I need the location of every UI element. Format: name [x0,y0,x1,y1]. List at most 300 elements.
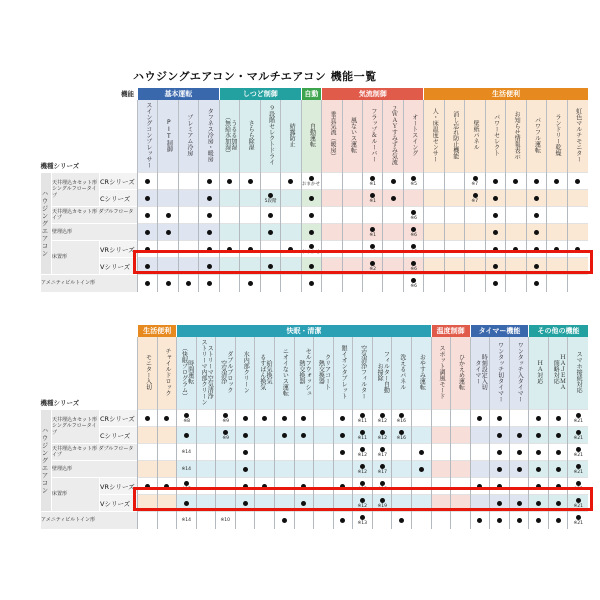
feature-cell-empty [431,427,451,444]
feature-dot [497,450,502,455]
feature-dot [536,450,541,455]
feature-cell-empty [444,275,464,292]
footnote-marker: ※10 [220,517,231,523]
feature-dot [145,213,150,218]
feature-dot [517,518,522,523]
feature-cell-empty [196,427,216,444]
model-row [41,444,588,461]
footnote-marker: ※21 [573,502,583,509]
feature-dot [340,433,345,438]
feature-dot [380,498,385,503]
feature-cell-supported [470,512,490,529]
footnote-marker: ※13 [357,520,368,526]
feature-cell-empty [274,461,294,478]
feature-cell-supported [363,190,383,207]
feature-column-header: ９段階セレクトドライ [260,100,280,173]
feature-cell-empty [465,207,485,224]
feature-cell-supported [529,478,549,495]
feature-cell-supported [353,410,373,427]
feature-column-header: ニオイないス運転 [274,337,294,410]
feature-cell-supported [274,512,294,529]
feature-cell-supported [301,275,321,292]
feature-dot [164,484,169,489]
feature-cell-empty [260,241,280,258]
feature-dot [517,433,522,438]
model-type-label: 壁埋込形 [52,224,138,241]
feature-cell-empty [322,224,342,241]
footnote-marker: ※1 [369,231,377,238]
group-header-2: 快眠・清潔 [177,325,431,337]
feature-cell-supported [509,461,529,478]
feature-dot [380,481,385,486]
feature-cell-empty [431,478,451,495]
feature-cell-empty [240,207,260,224]
footnote-marker: ※12 [357,451,368,458]
feature-cell-empty [465,224,485,241]
feature-cell-supported [333,512,353,529]
feature-cell-supported [490,512,510,529]
feature-cell-supported [567,241,587,258]
feature-dot [576,498,581,503]
feature-cell-supported [177,495,197,512]
feature-cell-empty [216,478,236,495]
footnote-marker: ※5 [410,180,417,187]
feature-column-header: ＨＡ対応 [529,337,549,410]
feature-cell-supported [506,241,526,258]
feature-dot [419,467,424,472]
feature-cell-supported [219,241,239,258]
feature-dot [243,501,248,506]
feature-cell-supported [199,241,219,258]
model-row [41,207,588,224]
feature-column-header: 時間運転 （快眠プログラム） [177,337,197,410]
feature-cell-empty [219,275,239,292]
feature-cell-empty [314,427,334,444]
feature-cell-supported [372,427,392,444]
feature-dot [576,464,581,469]
feature-cell-supported [274,427,294,444]
feature-dot [477,416,482,421]
feature-cell-supported [526,207,546,224]
feature-table-2 [40,325,588,529]
feature-cell-empty [138,512,158,529]
model-type-label: 天井埋込カセット形 ダブルフロータイプ [52,207,138,224]
feature-cell-empty [506,275,526,292]
feature-cell-empty [342,258,362,275]
feature-column-header: ワンタッチ切タイマー [490,337,510,410]
feature-dot [493,264,498,269]
feature-table-1 [40,88,588,292]
feature-cell-supported [548,444,568,461]
feature-column-header: 虹色マルチモニター [567,100,587,173]
feature-cell-supported [138,173,158,190]
feature-cell-empty [274,478,294,495]
feature-cell-empty [322,258,342,275]
feature-dot [399,430,404,435]
feature-cell-supported [411,444,431,461]
feature-dot [513,179,518,184]
feature-cell-empty [411,512,431,529]
feature-cell-supported [568,444,588,461]
feature-cell-empty [157,495,177,512]
feature-column-header: パワフル運転 [526,100,546,173]
feature-column-header: タフネス冷房・暖房 [199,100,219,173]
feature-dot [391,179,396,184]
feature-cell-supported [485,173,505,190]
feature-cell-empty [314,512,334,529]
feature-cell-empty [178,258,198,275]
feature-cell-supported [490,478,510,495]
feature-column-header: 時刻設定入切 タイマー [470,337,490,410]
feature-cell-supported [294,478,314,495]
feature-dot [186,281,191,286]
model-type-label: アメニティビルトイン形 [41,275,138,292]
feature-cell-empty [431,512,451,529]
feature-dot [360,447,365,452]
feature-cell-empty [240,224,260,241]
feature-dot [497,433,502,438]
feature-cell-supported [485,258,505,275]
feature-cell-empty [431,444,451,461]
feature-cell-supported [363,258,383,275]
feature-dot [556,501,561,506]
feature-cell-empty [314,478,334,495]
feature-cell-supported [281,173,301,190]
feature-cell-supported [333,427,353,444]
feature-cell-empty [567,207,587,224]
footnote-marker: ※6 [410,214,417,221]
feature-cell-supported [157,410,177,427]
feature-column-header: さらら除湿 [240,100,260,173]
feature-cell-empty [255,444,275,461]
series-label: CRシリーズ [100,410,138,427]
model-row [41,173,588,190]
group-header-3: 自動 [301,88,321,100]
feature-cell-empty [451,444,471,461]
footnote-marker: ※6 [410,231,417,238]
feature-dot [282,416,287,421]
feature-cell-supported [138,207,158,224]
feature-dot [536,467,541,472]
feature-dot [184,413,189,418]
feature-cell-empty [547,207,567,224]
feature-dot [268,264,273,269]
model-type-label: 床置形 [52,241,100,275]
feature-cell-supported [411,461,431,478]
feature-dot [534,281,539,286]
footnote-marker: ※14 [181,448,192,455]
feature-column-header: ２ＷＡＹすみずみ気流 [383,100,403,173]
footnote-marker: ※16 [396,417,407,424]
feature-cell-supported [372,461,392,478]
feature-dot [301,416,306,421]
feature-cell-empty [403,190,423,207]
feature-cell-supported [363,224,383,241]
feature-cell-empty [138,444,158,461]
series-label: Cシリーズ [100,427,138,444]
feature-dot [536,518,541,523]
feature-cell-supported [548,427,568,444]
feature-dot [517,501,522,506]
feature-dot [411,176,416,181]
feature-dot [370,261,375,266]
model-type-label: 床置形 [52,478,100,512]
feature-dot [493,179,498,184]
feature-dot [301,484,306,489]
feature-cell-empty [444,190,464,207]
feature-column-header: 人・床温度センサー [424,100,444,173]
feature-dot [380,413,385,418]
feature-dot [576,413,581,418]
feature-column-header: ダブルブロック 空気清浄 [216,337,236,410]
feature-column-header: フラップ＆ルーバー [363,100,383,173]
feature-cell-empty [333,461,353,478]
footnote-marker: ※14 [181,465,192,472]
series-label: CRシリーズ [100,173,138,190]
feature-cell-empty [178,207,198,224]
model-row [41,427,588,444]
feature-cell-empty [431,461,451,478]
feature-dot [534,196,539,201]
feature-cell-empty [157,444,177,461]
feature-cell-supported [219,173,239,190]
feature-dot [497,416,502,421]
feature-cell-supported [199,258,219,275]
feature-cell-empty [281,224,301,241]
model-row [41,512,588,529]
feature-dot [411,244,416,249]
feature-dot [536,501,541,506]
footnote-marker: ※6 [410,265,417,272]
feature-dot [575,179,580,184]
feature-column-header: 水内部クリーン [235,337,255,410]
feature-cell-empty [216,495,236,512]
feature-cell-empty [158,190,178,207]
feature-column-header: お知らせ情報表示 [506,100,526,173]
feature-cell-supported [465,190,485,207]
feature-column-header: ＨＡＪＥＭＡ 簡略対応 [548,337,568,410]
feature-column-header: 給気換気 るすばん換気 [255,337,275,410]
footnote-marker: ※21 [573,468,583,475]
feature-cell-supported [490,495,510,512]
feature-cell-supported [281,241,301,258]
feature-dot [576,430,581,435]
feature-cell-supported [568,410,588,427]
feature-dot [262,484,267,489]
feature-cell-empty [424,173,444,190]
model-type-label: 壁埋込形 [52,461,138,478]
feature-cell-empty [424,275,444,292]
feature-dot [145,484,150,489]
model-row [41,461,588,478]
feature-cell-empty [294,444,314,461]
corner-labels [41,88,138,173]
feature-cell-supported [526,224,546,241]
feature-cell-empty [424,224,444,241]
feature-cell-empty [216,444,236,461]
model-row [41,495,588,512]
feature-cell-empty [392,478,412,495]
feature-column-header: スポット調風モード [431,337,451,410]
feature-dot [556,416,561,421]
feature-cell-supported [529,427,549,444]
feature-column-header: プレミアム冷房 [178,100,198,173]
feature-cell-empty [451,495,471,512]
feature-cell-supported [548,478,568,495]
feature-cell-supported [199,224,219,241]
feature-column-header: うるる加湿 （無給水加湿） [219,100,239,173]
feature-cell-empty [342,224,362,241]
feature-dot [554,247,559,252]
feature-dot [575,247,580,252]
feature-cell-empty [138,427,158,444]
feature-cell-empty [138,461,158,478]
feature-cell-supported [301,224,321,241]
feature-cell-empty [274,495,294,512]
feature-cell-empty [444,224,464,241]
feature-dot [340,518,345,523]
group-header-5: その他の機能 [529,325,588,337]
feature-cell-supported [526,190,546,207]
model-type-label: 天井埋込カセット形 ダブルフロータイプ [52,444,138,461]
feature-cell-supported [353,478,373,495]
feature-dot [411,227,416,232]
feature-dot [340,484,345,489]
feature-column-header: 自動運転 [301,100,321,173]
feature-cell-supported [260,224,280,241]
feature-cell-empty [567,224,587,241]
footnote-marker: ※12 [357,485,368,492]
feature-dot [262,416,267,421]
series-label: Vシリーズ [100,258,138,275]
feature-cell-supported [274,410,294,427]
feature-cell-note [177,512,197,529]
feature-cell-supported [138,258,158,275]
feature-dot [243,433,248,438]
feature-cell-empty [506,224,526,241]
feature-cell-supported [138,224,158,241]
feature-cell-empty [314,495,334,512]
feature-dot [536,484,541,489]
feature-cell-supported [260,258,280,275]
feature-cell-supported [506,173,526,190]
model-row [41,275,588,292]
feature-cell-supported [548,512,568,529]
feature-cell-supported [240,275,260,292]
feature-column-header: ひかえめ運転 [451,337,471,410]
feature-cell-empty [444,207,464,224]
feature-dot [166,230,171,235]
feature-axis-label: 機能 [121,90,135,98]
feature-cell-supported [353,512,373,529]
footnote-marker: ※11 [357,434,368,441]
feature-cell-empty [411,495,431,512]
feature-cell-supported [392,410,412,427]
feature-dot [184,433,189,438]
feature-dot [288,247,293,252]
footnote-marker: ※8 [183,417,190,424]
feature-dot [493,213,498,218]
feature-cell-supported [235,427,255,444]
feature-cell-supported [529,461,549,478]
footnote-marker: ※7 [471,197,479,204]
feature-column-header: 空気清浄フィルター [353,337,373,410]
footnote-marker: ※21 [573,485,583,492]
feature-dot [391,196,396,201]
feature-cell-supported [199,173,219,190]
feature-cell-supported [199,207,219,224]
feature-dot [309,230,314,235]
feature-dot [380,447,385,452]
feature-dot [556,484,561,489]
group-header-1: 基本運転 [138,88,220,100]
feature-cell-empty [451,427,471,444]
feature-cell-empty [196,410,216,427]
feature-dot [360,464,365,469]
feature-cell-empty [567,190,587,207]
feature-cell-empty [392,461,412,478]
feature-dot [207,196,212,201]
feature-cell-supported [485,224,505,241]
feature-dot [145,196,150,201]
feature-cell-supported [490,461,510,478]
footnote-marker: ※7 [471,180,479,187]
feature-cell-supported [403,275,423,292]
feature-cell-supported [403,173,423,190]
feature-cell-empty [138,495,158,512]
feature-cell-empty [547,190,567,207]
feature-column-header: モニター入切 [138,337,158,410]
feature-cell-supported [138,410,158,427]
feature-cell-supported [294,410,314,427]
feature-dot [243,484,248,489]
footnote-marker: おまかせ [302,180,321,187]
feature-cell-empty [178,224,198,241]
feature-dot [268,193,273,198]
feature-cell-supported [547,173,567,190]
footnote-marker: ※12 [377,434,387,441]
feature-cell-empty [240,258,260,275]
footnote-marker: ※6 [410,283,417,289]
feature-cell-empty [322,190,342,207]
feature-dot [184,481,189,486]
feature-cell-empty [219,207,239,224]
feature-dot [360,515,365,520]
feature-cell-supported [177,427,197,444]
feature-cell-empty [255,495,275,512]
housing-aircon-group-label: ハウジングエアコン [41,410,52,512]
feature-cell-empty [235,512,255,529]
feature-cell-supported [138,478,158,495]
feature-dot [309,176,314,181]
feature-cell-empty [506,207,526,224]
footnote-marker: おまかせ [302,248,321,255]
footnote-marker: ※12 [357,468,368,475]
feature-cell-supported [372,444,392,461]
feature-cell-supported [158,275,178,292]
feature-cell-empty [509,478,529,495]
feature-cell-supported [547,241,567,258]
feature-cell-supported [158,207,178,224]
feature-column-header: 洗えるパネル [392,337,412,410]
feature-cell-empty [470,461,490,478]
feature-dot [145,264,150,269]
feature-dot [576,481,581,486]
feature-cell-empty [178,241,198,258]
feature-dot [301,501,306,506]
model-row [41,241,588,258]
feature-cell-empty [281,275,301,292]
